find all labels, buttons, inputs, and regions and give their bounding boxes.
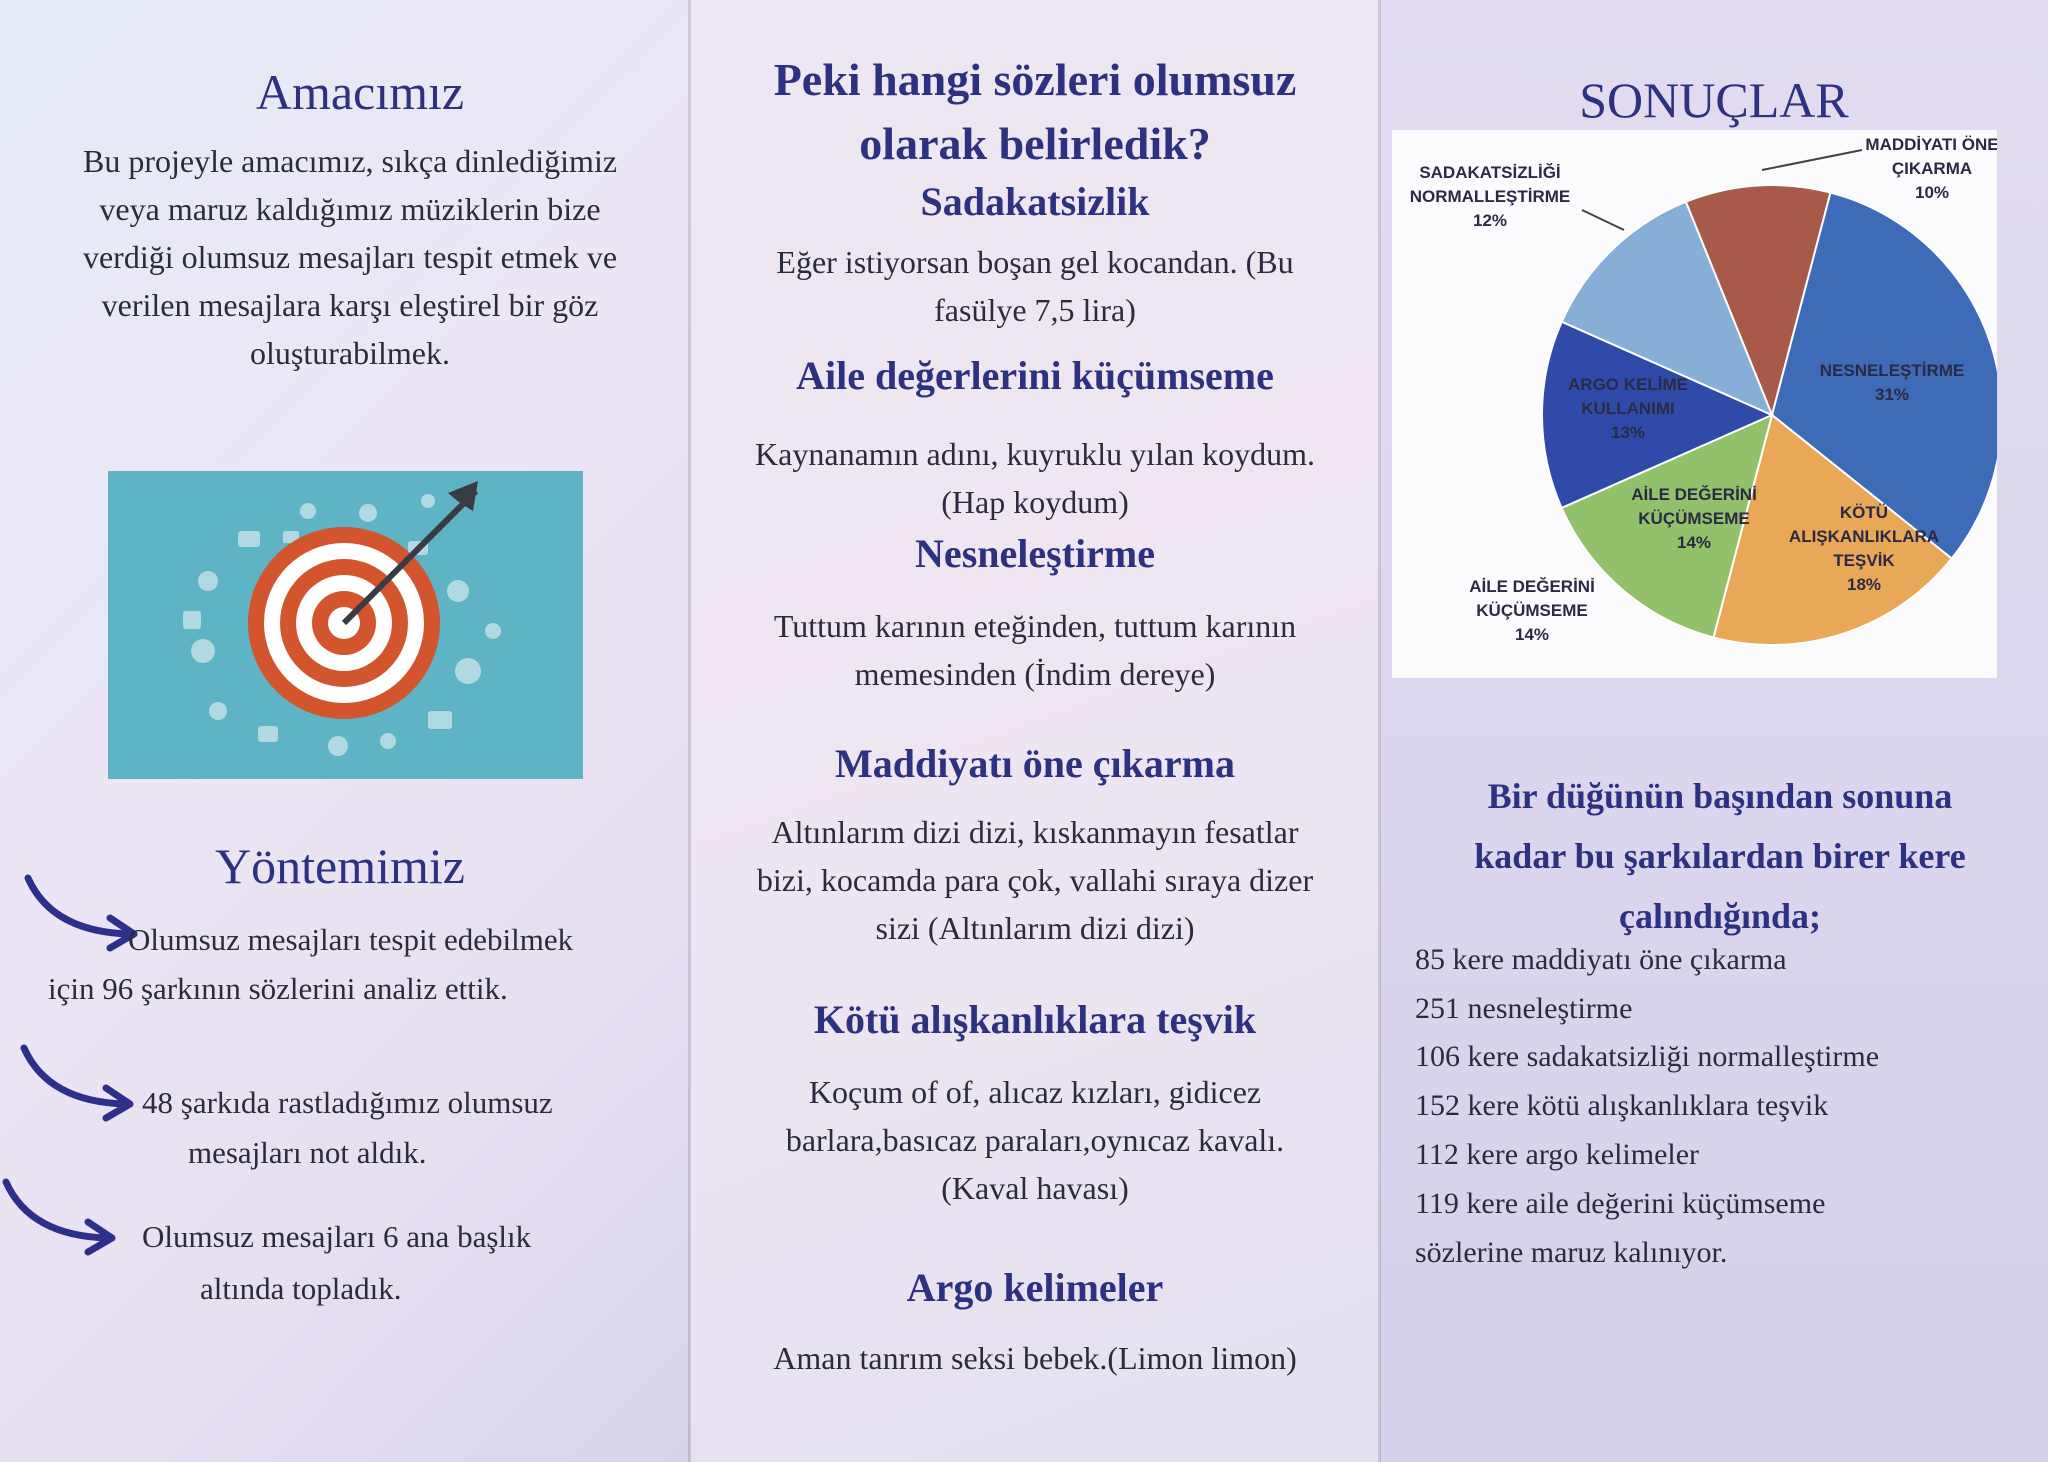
pie-slice-label: TEŞVİK	[1833, 551, 1895, 570]
quote-line: Eğer istiyorsan boşan gel kocandan. (Bu	[776, 244, 1294, 280]
results-title: SONUÇLAR	[1579, 72, 1849, 128]
summary-line: kadar bu şarkılardan birer kere	[1474, 836, 1966, 876]
target-illustration	[108, 471, 583, 779]
quote-line: Altınlarım dizi dizi, kıskanmayın fesatlar	[771, 814, 1299, 850]
summary-line: Bir düğünün başından sonuna	[1487, 776, 1953, 816]
pie-slice-percent: 13%	[1610, 423, 1646, 442]
fold-line	[1378, 0, 1381, 1462]
quote-line: (Hap koydum)	[941, 484, 1129, 520]
quote-line: Tuttum karının eteğinden, tuttum karının	[773, 608, 1297, 644]
pie-slice-percent: 12%	[1472, 211, 1508, 230]
step-3-line-2: altında topladık.	[200, 1271, 402, 1306]
middle-title-line: Peki hangi sözleri olumsuz	[773, 54, 1297, 105]
pie-slice-label: ÇIKARMA	[1891, 159, 1973, 178]
quote-line: memesinden (İndim dereye)	[854, 656, 1216, 692]
pie-leader-line	[1762, 150, 1862, 170]
section-heading: Maddiyatı öne çıkarma	[835, 741, 1235, 786]
result-line: 85 kere maddiyatı öne çıkarma	[1415, 943, 1787, 976]
result-line: 106 kere sadakatsizliği normalleştirme	[1415, 1040, 1880, 1073]
pie-slice-label: KÖTÜ	[1839, 503, 1889, 522]
middle-title	[690, 48, 1380, 176]
pie-slice-percent: 14%	[1676, 533, 1712, 552]
pie-chart	[1392, 130, 1997, 678]
pie-slice-percent: 31%	[1874, 385, 1910, 404]
quote-line: barlara,basıcaz paraları,oynıcaz kavalı.	[785, 1122, 1285, 1158]
curved-arrow-icon	[0, 1176, 120, 1256]
aim-line: Bu projeyle amacımız, sıkça dinlediğimiz	[82, 143, 618, 179]
summary-text	[1420, 766, 2020, 946]
section-heading: Aile değerlerini küçümseme	[796, 353, 1274, 398]
left-panel	[0, 0, 690, 1462]
quote-line: fasülye 7,5 lira)	[934, 292, 1136, 328]
pie-outside-label: AİLE DEĞERİNİ	[1469, 577, 1595, 596]
pie-outside-percent: 14%	[1514, 625, 1550, 644]
section-heading: Kötü alışkanlıklara teşvik	[813, 997, 1257, 1042]
section-heading: Sadakatsizlik	[920, 179, 1150, 224]
step-2-line-2: mesajları not aldık.	[188, 1135, 427, 1170]
section-quote	[690, 1334, 1380, 1382]
middle-title-line: olarak belirledik?	[859, 118, 1211, 169]
pie-slice-label: ALIŞKANLIKLARA	[1788, 527, 1940, 546]
step-2-line-1: 48 şarkıda rastladığımız olumsuz	[142, 1085, 553, 1120]
step-1-line-2: için 96 şarkının sözlerini analiz ettik.	[48, 971, 508, 1006]
quote-line: sizi (Altınlarım dizi dizi)	[875, 910, 1195, 946]
pie-slice-percent: 18%	[1846, 575, 1882, 594]
quote-line: Aman tanrım seksi bebek.(Limon limon)	[773, 1340, 1297, 1376]
middle-panel	[690, 0, 1380, 1462]
pie-slice-label: MADDİYATI ÖNE	[1865, 135, 1997, 154]
quote-line: Kaynanamın adını, kuyruklu yılan koydum.	[755, 436, 1315, 472]
quote-line: Koçum of of, alıcaz kızları, gidicez	[808, 1074, 1262, 1110]
step-1-line-1: Olumsuz mesajları tespit edebilmek	[128, 922, 574, 957]
section-heading: Argo kelimeler	[906, 1265, 1164, 1310]
section-quote	[690, 1068, 1380, 1212]
pie-chart-svg	[1392, 130, 1997, 678]
section-quote	[690, 238, 1380, 334]
section-quote	[690, 602, 1380, 698]
aim-line: verdiği olumsuz mesajları tespit etmek ve	[82, 239, 618, 275]
aim-title: Amacımız	[255, 64, 465, 120]
pie-slice-label: AİLE DEĞERİNİ	[1631, 485, 1757, 504]
result-line: 112 kere argo kelimeler	[1415, 1138, 1700, 1171]
pie-slice-label: SADAKATSİZLİĞİ	[1419, 163, 1561, 182]
pie-slice-label: ARGO KELİME	[1568, 375, 1688, 394]
result-line: 251 nesneleştirme	[1415, 992, 1633, 1025]
section-heading: Nesneleştirme	[915, 531, 1155, 576]
quote-line: bizi, kocamda para çok, vallahi sıraya dizer	[756, 862, 1314, 898]
summary-line: çalındığında;	[1618, 896, 1822, 936]
section-quote	[690, 430, 1380, 526]
step-3-line-1: Olumsuz mesajları 6 ana başlık	[142, 1219, 532, 1254]
pie-slice-label: NORMALLEŞTİRME	[1409, 187, 1571, 206]
result-line: sözlerine maruz kalınıyor.	[1415, 1236, 1728, 1269]
pie-slice-label: KULLANIMI	[1581, 399, 1675, 418]
curved-arrow-icon	[22, 872, 142, 952]
result-line: 152 kere kötü alışkanlıklara teşvik	[1415, 1089, 1829, 1122]
result-line: 119 kere aile değerini küçümseme	[1415, 1187, 1826, 1220]
pie-slice-label: NESNELEŞTİRME	[1819, 361, 1965, 380]
pie-outside-label: KÜÇÜMSEME	[1476, 601, 1588, 620]
curved-arrow-icon	[18, 1042, 138, 1122]
pie-slice-percent: 10%	[1914, 183, 1950, 202]
fold-line	[688, 0, 691, 1462]
quote-line: (Kaval havası)	[941, 1170, 1129, 1206]
method-title: Yöntemimiz	[215, 838, 465, 894]
aim-line: veya maruz kaldığımız müziklerin bize	[99, 191, 601, 227]
pie-leader-line	[1582, 210, 1624, 230]
dartboard-icon	[108, 471, 583, 779]
section-quote	[690, 808, 1380, 952]
aim-line: oluşturabilmek.	[250, 335, 450, 371]
aim-text	[20, 137, 680, 377]
pie-slice-label: KÜÇÜMSEME	[1638, 509, 1750, 528]
aim-line: verilen mesajlara karşı eleştirel bir göz	[101, 287, 599, 323]
